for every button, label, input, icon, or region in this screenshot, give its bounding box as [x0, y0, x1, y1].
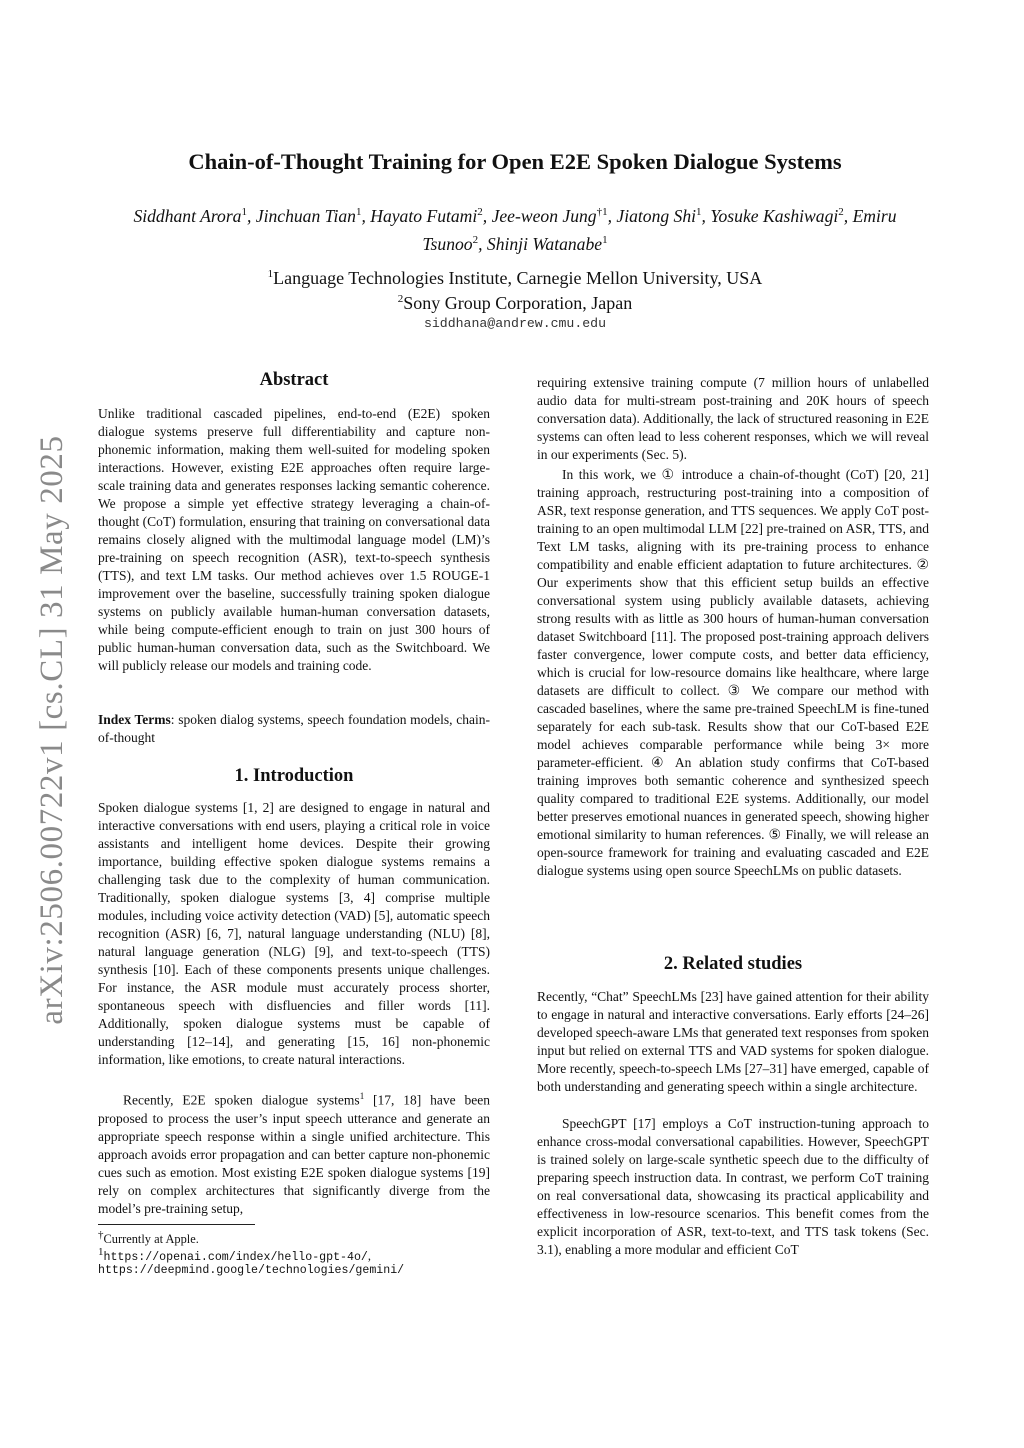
paper-title: Chain-of-Thought Training for Open E2E Spoken Dialogue Systems	[188, 149, 842, 174]
related-paragraph: SpeechGPT [17] employs a CoT instruction-tuning approach to enhance cross-modal conversational capabilities. However, SpeechGPT is trained solely on large-scale synthetic speech due to the difficulty of preparing speech instruction data. In contrast, we perform CoT training on real conversational data, showcasing its practical applicability and effectiveness in low-resource scenarios. This benefit comes from the explicit incorporation of ASR, text-to-text, and TTS task tokens (Sec. 3.1), enabling a more modular and efficient CoT	[537, 1116, 929, 1257]
author: Hayato Futami	[370, 205, 478, 226]
footnote	[98, 1261, 490, 1279]
abstract-heading: Abstract	[259, 370, 329, 390]
circled-four-icon: ④	[651, 755, 668, 771]
abstract-text: Unlike traditional cascaded pipelines, end-to-end (E2E) spoken dialogue systems preserve full differentiability and capture non-phonemic information, making them well-suited for modeling spoken interactions. However, existing E2E approaches often require large-scale training data and generates responses lacking semantic coherence. We propose a simple yet effective strategy leveraging a chain-of-thought (CoT) formulation, ensuring that training on conversational data remains closely aligned with the multimodal language model (LM)’s pre-training on speech recognition (ASR), text-to-speech synthesis (TTS), and text LM tasks. Our method achieves over 1.5 ROUGE-1 improvement over the baseline, successfully training spoken dialogue systems on publicly available human-human conversation datasets, while being compute-efficient enough to train on just 300 hours of public human-human conversation data, such as the Switchboard. We will publicly release our models and training code.	[98, 406, 490, 673]
intro-paragraph: requiring extensive training compute (7 million hours of unlabelled audio data for multi-stream post-training and 20K hours of speech conversation data). Additionally, the lack of structured reasoning in E2E systems can often lead to less coherent responses, which we will reveal in our experiments (Sec. 5).	[537, 375, 929, 462]
circled-two-icon: ②	[916, 557, 929, 573]
circled-three-icon: ③	[727, 683, 745, 699]
arxiv-stamp: arXiv:2506.00722v1 [cs.CL] 31 May 2025	[34, 435, 70, 1025]
section-heading-introduction: 1. Introduction	[234, 766, 354, 786]
contact-email: siddhana@andrew.cmu.edu	[423, 316, 607, 331]
author: Siddhant Arora	[133, 205, 242, 226]
author: Yosuke Kashiwagi	[710, 205, 839, 226]
footnote: †Currently at Apple.	[98, 1229, 199, 1247]
author: Emiru Tsunoo	[422, 205, 897, 254]
affiliation: $^2$Sony Group Corporation, Japan	[397, 293, 633, 313]
footnote-link[interactable]: https://openai.com/index/hello-gpt-4o/	[103, 1251, 368, 1265]
circled-one-icon: ①	[661, 467, 677, 483]
footnote: $^1$https://openai.com/index/hello-gpt-4o/,	[98, 1246, 371, 1265]
intro-paragraph: Recently, E2E spoken dialogue systems$^1$ [17, 18] have been proposed to process the user’s input speech utterance and generate an appropriate speech response within a single unified architecture. This approach avoids error propagation and can better capture non-phonemic cues such as emotion. Most existing E2E spoken dialogue systems [19] rely on complex architectures that significantly diverge from the model’s pre-training setup,	[98, 1091, 490, 1216]
section-heading-related-studies: 2. Related studies	[663, 954, 803, 974]
related-paragraph: Recently, “Chat” SpeechLMs [23] have gained attention for their ability to engage in natural and interactive conversations. Early efforts [24–26] developed speech-aware LMs that generated text responses from spoken input but relied on external TTS and VAD systems for spoken dialogue. More recently, speech-to-speech LMs [27–31] have emerged, capable of both understanding and generating speech within a single architecture.	[537, 989, 929, 1094]
intro-paragraph: Spoken dialogue systems [1, 2] are designed to engage in natural and interactive conversations with end users, playing a critical role in voice assistants and intelligent home devices. Despite their growing importance, building effective spoken dialogue systems remains a challenging task due to the complexity of human communication. Traditionally, spoken dialogue systems [3, 4] comprise multiple modules, including voice activity detection (VAD) [5], automatic speech recognition (ASR) [6, 7], natural language understanding (NLU) [8], natural language generation (NLG) [9], and text-to-speech (TTS) synthesis [10]. Each of these components presents unique challenges. For instance, the ASR module must accurately process shorter, spontaneous speech with disfluencies and filler words [11]. Additionally, spoken dialogue systems must be capable of understanding [12–14], and generating [15, 16] non-phonemic information, like emotions, to create natural interactions.	[98, 800, 490, 1067]
author: Shinji Watanabe	[486, 233, 603, 254]
index-terms: Index Terms: spoken dialog systems, speech foundation models, chain-of-thought	[98, 712, 490, 745]
footnote-rule	[98, 1224, 255, 1225]
author: Jee-weon Jung	[491, 205, 597, 226]
author-list: Siddhant Arora$^1$, Jinchuan Tian$^1$, Hayato Futami$^2$, Jee-weon Jung$^{\dagger 1}$, Jiatong Shi$^1$, Yosuke Kashiwagi$^2$, Emiru Tsunoo$^2$, Shinji Watanabe$^1$	[133, 205, 897, 254]
author: Jinchuan Tian	[255, 205, 356, 226]
affiliation: $^1$Language Technologies Institute, Carnegie Mellon University, USA	[267, 268, 763, 288]
circled-five-icon: ⑤	[768, 827, 782, 843]
author: Jiatong Shi	[616, 205, 697, 226]
contribution-paragraph: In this work, we ① introduce a chain-of-thought (CoT) [20, 21] training approach, restructuring post-training into a composition of ASR, text response generation, and TTS sequences. We apply CoT post-training to an open multimodal LLM [22] pre-trained on ASR, TTS, and Text LM tasks, aligning with its pre-training process to enhance compatibility and enable efficient adaptation to future architectures. ② Our experiments show that this efficient setup builds an effective conversational system using publicly available datasets, achieving strong results with as little as 300 hours of human-human conversation dataset Switchboard [11]. The proposed post-training approach delivers faster convergence, lower compute costs, and better data efficiency, which is crucial for low-resource domains like healthcare, where large datasets are difficult to collect. ③ We compare our method with cascaded baselines, where the same pre-trained SpeechLM is fine-tuned separately for each sub-task. Results show that our CoT-based E2E model achieves comparable performance while being 3× more parameter-efficient. ④ An ablation study confirms that CoT-based training improves both semantic coherence and synthesized speech quality compared to traditional E2E systems. Additionally, our model better preserves emotional nuances in generated speech, showing higher emotional similarity to human references. ⑤ Finally, we will release an open-source framework for training and evaluating cascaded and E2E dialogue systems using open source SpeechLMs on public datasets.	[537, 467, 930, 878]
footnote-link[interactable]: https://deepmind.google/technologies/gemini/	[98, 1264, 405, 1277]
